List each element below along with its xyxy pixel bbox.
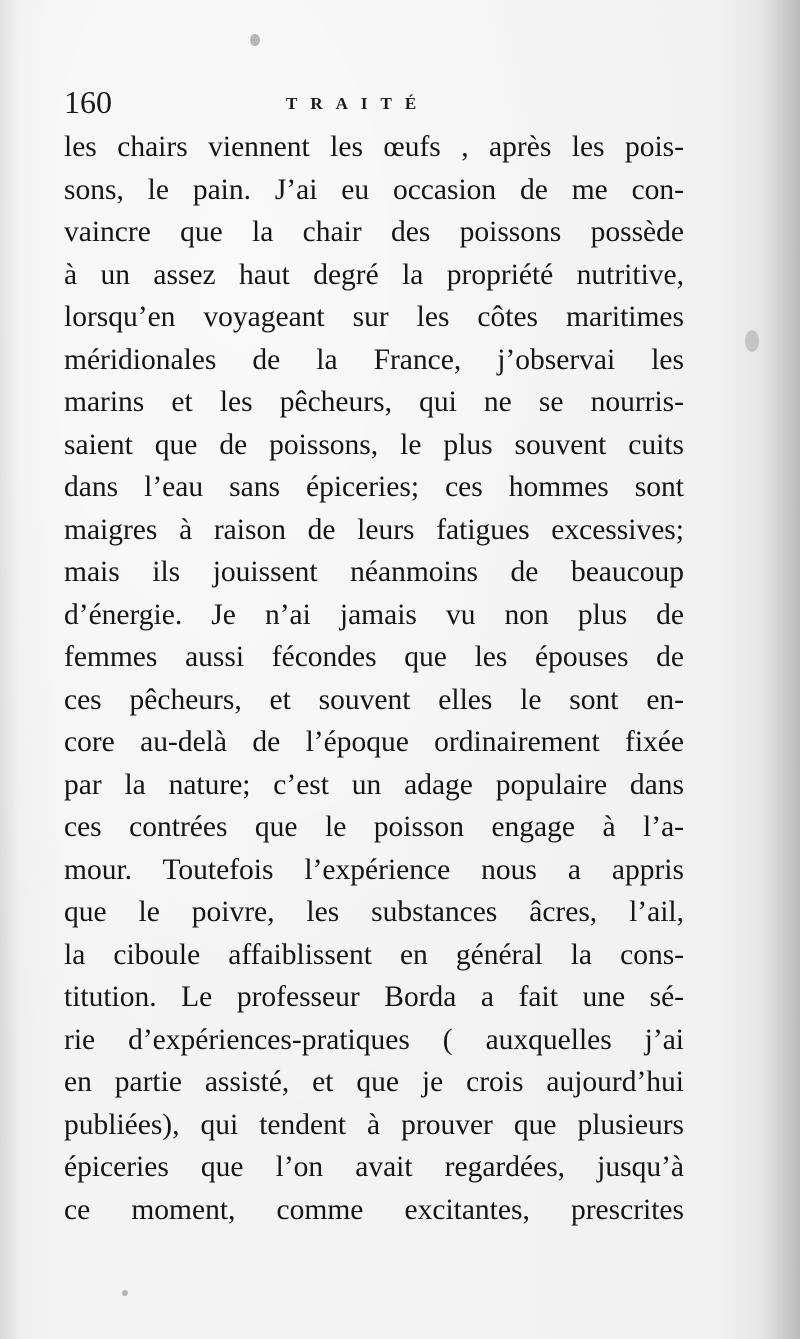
running-title: TRAITÉ: [286, 94, 430, 113]
text-line: mais ils jouissent néanmoins de beaucoup: [64, 556, 684, 588]
text-line: sons, le pain. J’ai eu occasion de me con-: [64, 173, 684, 206]
text-line: par la nature; c’est un adage populaire dans: [64, 768, 684, 801]
text-line: femmes aussi fécondes que les épouses de: [64, 641, 684, 673]
text-line: core au-delà de l’époque ordinairement fixée: [64, 726, 684, 758]
text-line: ces pêcheurs, et souvent elles le sont en-: [64, 683, 684, 716]
text-line: la ciboule affaiblissent en général la cons-: [64, 938, 684, 971]
text-line: à un assez haut degré la propriété nutritive,: [64, 258, 684, 291]
text-line: ce moment, comme excitantes, prescrites: [64, 1193, 684, 1226]
page-edge-shadow: [760, 0, 800, 1339]
text-line: marins et les pêcheurs, qui ne se nourris-: [64, 386, 684, 418]
body-text: [64, 126, 684, 1231]
text-line: rie d’expériences-pratiques ( auxquelles j’ai: [64, 1023, 684, 1056]
paper-speck: [250, 34, 260, 46]
text-line: en partie assisté, et que je crois aujourd’hui: [64, 1066, 684, 1098]
text-line: ces contrées que le poisson engage à l’a-: [64, 811, 684, 843]
text-line: maigres à raison de leurs fatigues excessives;: [64, 513, 684, 546]
text-line: d’énergie. Je n’ai jamais vu non plus de: [64, 598, 684, 631]
paper-speck: [122, 1290, 128, 1296]
text-line: méridionales de la France, j’observai les: [64, 343, 684, 376]
text-line: que le poivre, les substances âcres, l’ail,: [64, 896, 684, 928]
text-line: publiées), qui tendent à prouver que plusieurs: [64, 1108, 684, 1141]
paper-speck: [745, 330, 759, 352]
text-line: saient que de poissons, le plus souvent cuits: [64, 428, 684, 461]
text-line: lorsqu’en voyageant sur les côtes maritimes: [64, 301, 684, 333]
text-line: titution. Le professeur Borda a fait une sé-: [64, 981, 684, 1013]
text-line: épiceries que l’on avait regardées, jusqu’à: [64, 1151, 684, 1183]
text-line: mour. Toutefois l’expérience nous a appris: [64, 853, 684, 886]
text-line: vaincre que la chair des poissons possède: [64, 216, 684, 248]
text-line: les chairs viennent les œufs , après les pois-: [64, 131, 684, 163]
page-number: 160: [64, 84, 112, 120]
text-line: dans l’eau sans épiceries; ces hommes sont: [64, 471, 684, 503]
